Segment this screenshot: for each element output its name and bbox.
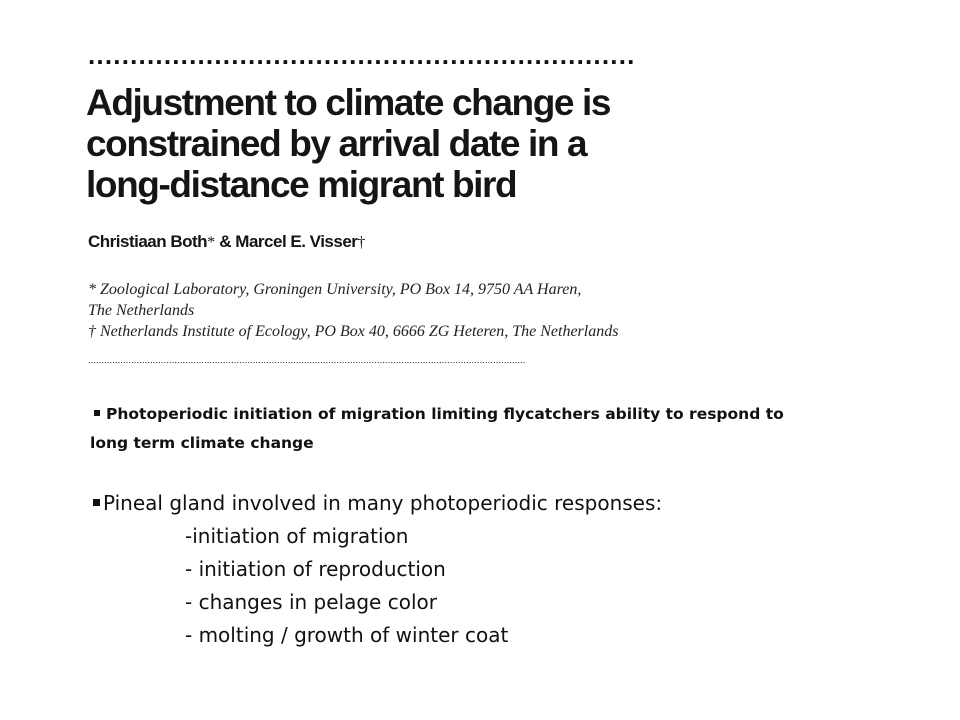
title-line: long-distance migrant bird (86, 164, 517, 205)
bottom-dotted-rule: .................................................................................................................................................................. (88, 355, 526, 365)
list-item: -initiation of migration (185, 524, 409, 548)
title-line: Adjustment to climate change is (86, 82, 611, 123)
affiliations (88, 279, 688, 342)
author-name: Marcel E. Visser (235, 232, 358, 251)
affiliation-line: † Netherlands Institute of Ecology, PO Box 40, 6666 ZG Heteren, The Netherlands (88, 323, 619, 340)
author-name: Christiaan Both (88, 232, 208, 251)
list-item: - molting / growth of winter coat (185, 623, 509, 647)
list-item: - initiation of reproduction (185, 557, 446, 581)
bullet-text: Pineal gland involved in many photoperiodic responses: (103, 491, 663, 515)
affiliation-line: The Netherlands (88, 302, 195, 319)
bullet-heading (90, 487, 850, 520)
response-list (90, 520, 850, 652)
bullet-photoperiodic-migration (90, 400, 790, 458)
paper-title (86, 82, 686, 205)
author-affiliation-mark: * (207, 234, 216, 251)
bullet-pineal-gland (90, 487, 850, 652)
authors-line (88, 232, 365, 252)
affiliation-line: * Zoological Laboratory, Groningen University, PO Box 14, 9750 AA Haren, (88, 281, 582, 298)
square-bullet-icon (94, 410, 100, 416)
author-affiliation-mark: † (357, 234, 366, 251)
top-dotted-rule: ................................................................. (88, 42, 636, 68)
square-bullet-icon (93, 499, 100, 506)
author-separator: & (215, 232, 236, 251)
list-item: - changes in pelage color (185, 590, 437, 614)
bullet-text: Photoperiodic initiation of migration limiting flycatchers ability to respond to long term climate change (90, 405, 784, 452)
title-line: constrained by arrival date in a (86, 123, 587, 164)
